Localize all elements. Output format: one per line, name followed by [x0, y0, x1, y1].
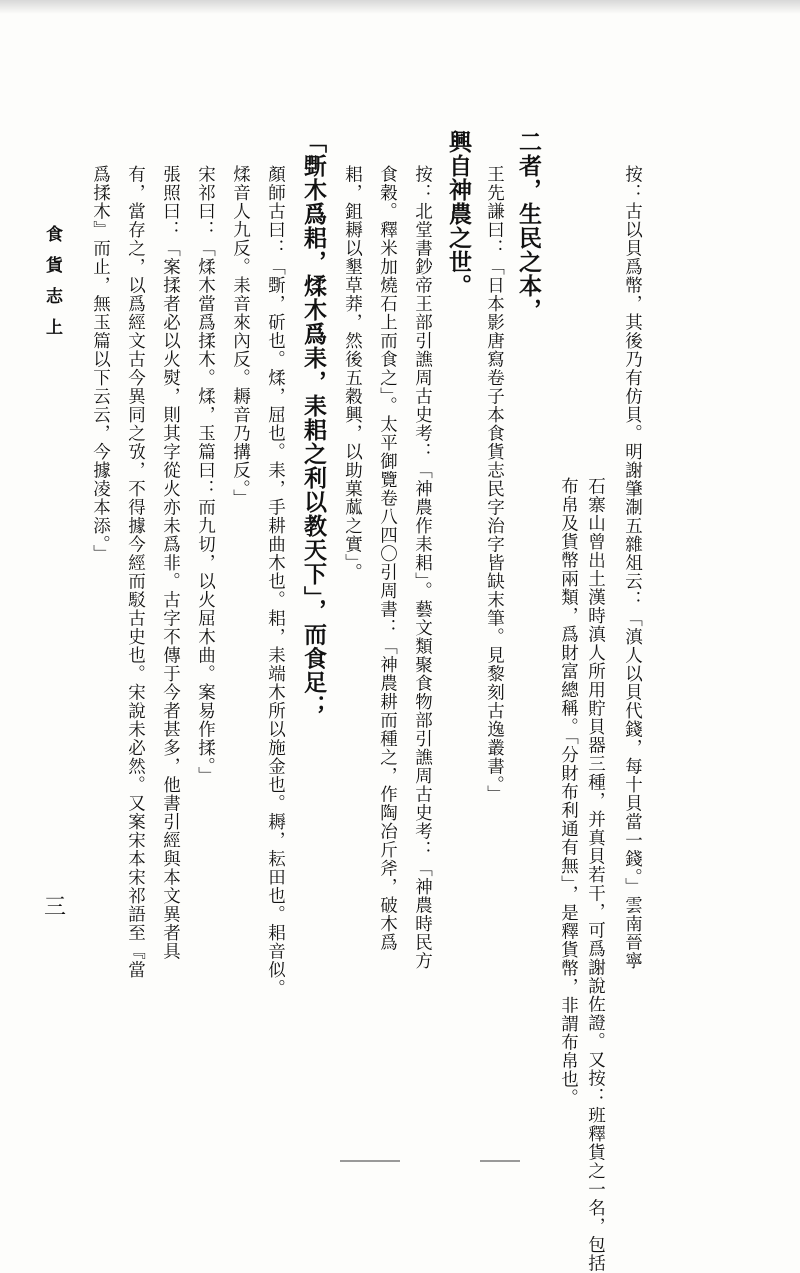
commentary-column: 石寨山曾出土漢時滇人所用貯貝器三種，并真貝若干，可爲謝說佐證。又按：班釋貨之一名，包括: [585, 477, 606, 1273]
commentary-column: 張照曰：「案揉者必以火熨，則其字從火亦未爲非。古字不傳于今者甚多，他書引經與本文異者具: [160, 165, 181, 961]
commentary-column: 按：北堂書鈔帝王部引譙周古史考：「神農作耒耜」。藝文類聚食物部引譙周古史考：「神農時民方: [412, 165, 433, 971]
commentary-column: 爲揉木』而止，無玉篇以下云云，今據凌本添。」: [90, 165, 111, 564]
commentary-column: 布帛及貨幣兩類，爲財富總稱。「分財布利通有無」，是釋貨幣，非謂布帛也。: [558, 477, 579, 1107]
commentary-column: 煣音人九反。耒音來內反。耨音乃搆反。」: [230, 165, 251, 508]
commentary-column: 有，當存之，以爲經文古今異同之攷，不得據今經而駁古史也。宋說未必然。又案宋本宋祁語至『當: [125, 165, 146, 979]
commentary-column: 宋祁曰：「煣木當爲揉木。煣，玉篇曰：而九切，以火屈木曲。案易作揉。」: [195, 165, 216, 786]
running-head: 食貨志上: [42, 225, 62, 349]
main-text-column: 「斲木爲耜，煣木爲耒，耒耜之利以教天下」，而食足；: [300, 130, 327, 719]
commentary-column: 耜，鉏耨以墾草莽，然後五穀興，以助菓蓏之實」。: [342, 165, 363, 582]
scan-top-edge: [0, 0, 800, 14]
commentary-column: 食穀。釋米加燒石上而食之」。太平御覽卷八四〇引周書：「神農耕而種之，作陶冶斤斧，破木爲: [377, 165, 398, 952]
scan-artifact: [340, 1160, 400, 1162]
main-text-column: 二者，生民之本，: [515, 130, 542, 322]
commentary-column: 王先謙曰：「日本影唐寫卷子本食貨志民字治字皆缺末筆。見黎刻古逸叢書。」: [484, 165, 505, 804]
main-text-column: 興自神農之世。: [445, 130, 472, 298]
scan-artifact: [480, 1160, 520, 1162]
commentary-column: 顏師古曰：「斲，斫也。煣，屈也。耒，手耕曲木也。耜，耒端木所以施金也。耨，耘田也。耜音似。: [265, 165, 286, 998]
commentary-column: 按：古以貝爲幣，其後乃有仿貝。明謝肇淛五雜俎云：「滇人以貝代錢，每十貝當一錢。」雲南晉寧: [622, 165, 643, 971]
page-number: 三: [44, 895, 67, 920]
